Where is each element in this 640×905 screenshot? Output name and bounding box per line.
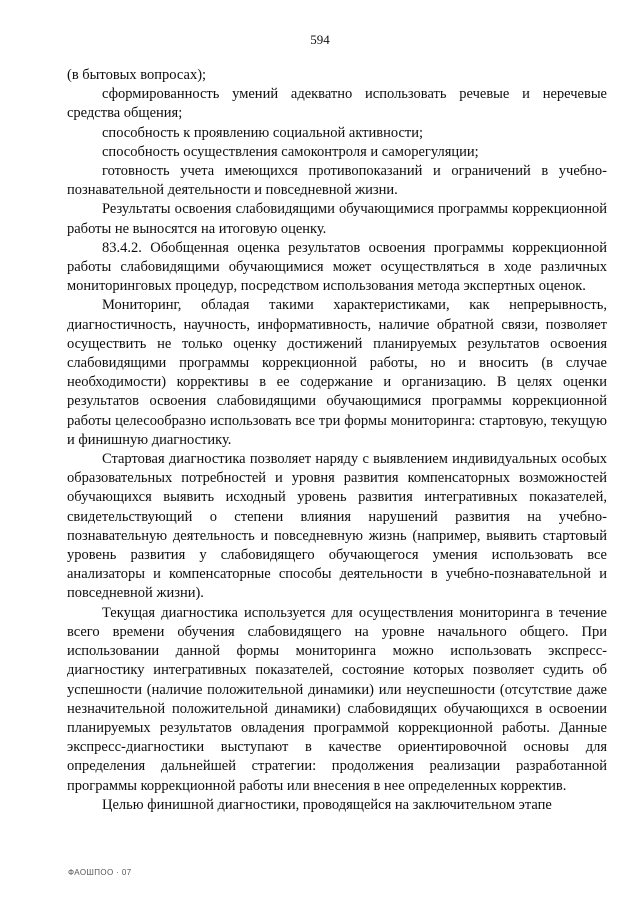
paragraph: Мониторинг, обладая такими характеристиками, как непрерывность, диагностичность, научность, информативность, наличие обратной связи, позволяет осуществить не только оценку достижений планируемых результатов освоения слабовидящими программы коррекционной работы, но и вносить (в случае необходимости) коррективы в ее содержание и организацию. В целях оценки результатов освоения слабовидящими обучающимися программы коррекционной работы целесообразно использовать все три формы мониторинга: стартовую, текущую и финишную диагностику.	[67, 297, 607, 448]
paragraph: Стартовая диагностика позволяет наряду с выявлением индивидуальных особых образовательных потребностей и уровня развития компенсаторных возможностей обучающихся выявить исходный уровень развития интегративных показателей, свидетельствующий о степени влияния нарушений развития на учебно-познавательную деятельность и повседневную жизнь (например, выявить стартовый уровень развития у слабовидящего обучающегося умения использовать все анализаторы и компенсаторные способы деятельности в учебно-познавательной и повседневной жизни).	[67, 451, 607, 602]
paragraph: способность к проявлению социальной активности;	[102, 124, 424, 141]
footer-mark: ФАОШПОО · 07	[68, 868, 132, 877]
paragraph: Целью финишной диагностики, проводящейся на заключительном этапе	[102, 796, 552, 813]
document-body	[67, 66, 607, 815]
paragraph: готовность учета имеющихся противопоказаний и ограничений в учебно-познавательной деятельности и повседневной жизни.	[67, 163, 607, 199]
paragraph: (в бытовых вопросах);	[67, 67, 207, 83]
paragraph: сформированность умений адекватно использовать речевые и неречевые средства общения;	[67, 86, 607, 122]
paragraph: способность осуществления самоконтроля и саморегуляции;	[102, 143, 479, 160]
paragraph: Результаты освоения слабовидящими обучающимися программы коррекционной работы не выносятся на итоговую оценку.	[67, 201, 607, 237]
paragraph: Текущая диагностика используется для осуществления мониторинга в течение всего времени обучения слабовидящего на уровне начального общего. При использовании данной формы мониторинга можно использовать экспресс-диагностику интегративных показателей, состояние которых позволяет судить об успешности (наличие положительной динамики) или неуспешности (отсутствие даже незначительной положительной динамики) слабовидящих обучающихся в освоении планируемых результатов овладения программой коррекционной работы. Данные экспресс-диагностики выступают в качестве ориентировочной основы для определения дальнейшей стратегии: продолжения реализации разработанной программы коррекционной работы или внесения в нее определенных корректив.	[67, 604, 607, 794]
page-number: 594	[310, 32, 330, 47]
paragraph: 83.4.2. Обобщенная оценка результатов освоения программы коррекционной работы слабовидящими обучающимися может осуществляться в ходе различных мониторинговых процедур, посредством использования метода экспертных оценок.	[67, 239, 607, 295]
